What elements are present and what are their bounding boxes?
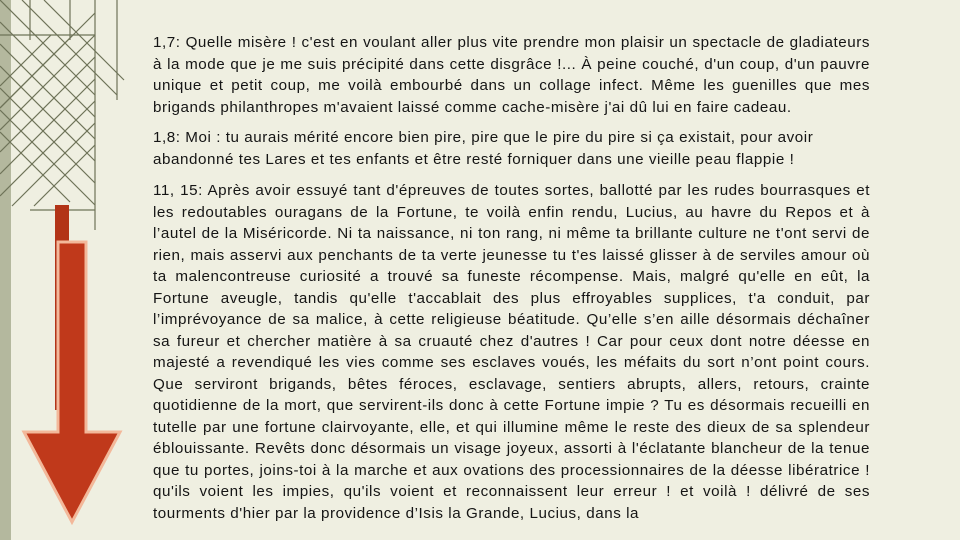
paragraph-1-7: 1,7: Quelle misère ! c'est en voulant aller plus vite prendre mon plaisir un spectacle de gladiateurs à la mode que je me suis précipité dans cette disgrâce !... À peine couché, d'un coup, d'un pauvre unique et petit coup, me voilà embourbé dans un collage infect. Même les guenilles que mes brigands philanthropes m'avaient laissé comme cache-misère j'ai dû lui en faire cadeau. (153, 34, 870, 116)
paragraph-11-15: 11, 15: Après avoir essuyé tant d'épreuves de toutes sortes, ballotté par les rudes bourrasques et les redoutables ouragans de la Fortune, te voilà enfin rendu, Lucius, au havre du Repos et à l’autel de la Miséricorde. Ni ta naissance, ni ton rang, ni même ta brillante culture ne t'ont servi de rien, mais asservi aux penchants de ta verte jeunesse tu t'es laissé glisser à de serviles amour où ta malencontreuse curiosité a trouvé sa funeste récompense. Mais, malgré qu'elle en eût, la Fortune aveugle, tandis qu'elle t'accablait des plus effroyables supplices, t'a conduit, par l’imprévoyance de sa malice, à cette religieuse béatitude. Qu’elle s’en aille désormais déchaîner sa fureur et chercher matière à sa cruauté chez d'autres ! Car pour ceux dont notre déesse en majesté a revendiqué les vies comme ses esclaves voués, les méfaits du sort n’ont point cours. Que serviront brigands, bêtes féroces, esclavage, sentiers abrupts, allers, retours, crainte quotidienne de la mort, que servirent-ils donc à cette Fortune impie ? Tu es désormais recueilli en tutelle par une fortune clairvoyante, elle, et qui illumine même le reste des dieux de sa splendeur éblouissante. Revêts donc désormais un visage joyeux, assorti à l'éclatante blancheur de la tenue que tu portes, joins-toi à la marche et aux ovations des processionnaires de la déesse libératrice ! qu'ils voient les impies, qu'ils voient et reconnaissent leur erreur ! et voilà ! délivré de ses tourments d'hier par la providence d’Isis la Grande, Lucius, dans la (153, 182, 870, 522)
decorative-line-pattern (0, 0, 140, 230)
paragraph-1-8: 1,8: Moi : tu aurais mérité encore bien pire, pire que le pire du pire si ça existait, pour avoir abandonné tes Lares et tes enfants et être resté forniquer dans une vieille peau flappie ! (153, 129, 814, 168)
down-arrow-icon (20, 240, 124, 525)
